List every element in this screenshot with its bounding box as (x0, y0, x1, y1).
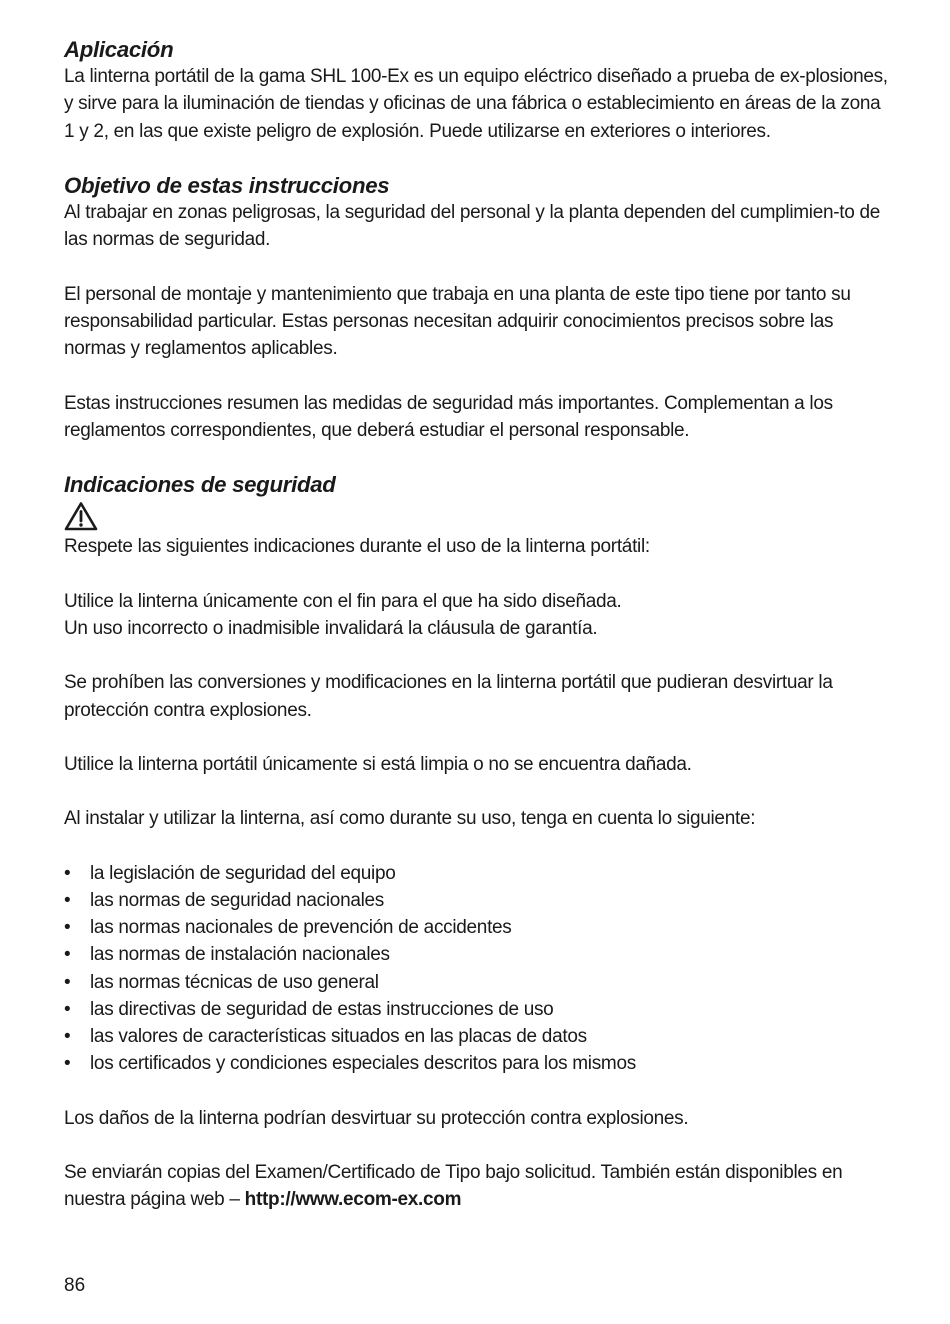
paragraph-seguridad-damage: Los daños de la linterna podrían desvirtuar su protección contra explosiones. (64, 1107, 689, 1129)
section-heading-aplicacion: Aplicación (64, 37, 174, 62)
paragraph-seguridad-use-2: Un uso incorrecto o inadmisible invalidará la cláusula de garantía. (64, 617, 598, 639)
list-item: • las normas nacionales de prevención de accidentes (64, 914, 890, 941)
paragraph-seguridad-intro: Respete las siguientes indicaciones durante el uso de la linterna portátil: (64, 536, 650, 558)
copies-text: Se enviarán copias del Examen/Certificado de Tipo bajo solicitud. También están disponibles en nuestra página web – (64, 1161, 843, 1211)
bullet-list (64, 860, 890, 1078)
warning-triangle-icon (64, 501, 98, 531)
list-item: • las valores de características situados en las placas de datos (64, 1023, 890, 1050)
document-page (64, 36, 890, 1213)
paragraph-seguridad-clean: Utilice la linterna portátil únicamente si está limpia o no se encuentra dañada. (64, 753, 692, 775)
list-item: • las normas de seguridad nacionales (64, 887, 890, 914)
paragraph-aplicacion: La linterna portátil de la gama SHL 100-Ex es un equipo eléctrico diseñado a prueba de ex-plosiones, y sirve para la iluminación de tiendas y oficinas de una fábrica o establecimiento en áreas de la zona 1 y 2, en las que existe peligro de explosión. Puede utilizarse en exteriores o interiores. (64, 66, 888, 142)
list-item: • las directivas de seguridad de estas instrucciones de uso (64, 996, 890, 1023)
list-item: • las normas de instalación nacionales (64, 941, 890, 968)
section-heading-objetivo: Objetivo de estas instrucciones (64, 173, 390, 198)
paragraph-seguridad-conversions: Se prohíben las conversiones y modificaciones en la linterna portátil que pudieran desvirtuar la protección contra explosiones. (64, 672, 833, 721)
paragraph-seguridad-copies (64, 1159, 890, 1213)
list-item: • las normas técnicas de uso general (64, 969, 890, 996)
list-item: • la legislación de seguridad del equipo (64, 860, 890, 887)
paragraph-objetivo-2: El personal de montaje y mantenimiento que trabaja en una planta de este tipo tiene por tanto su responsabilidad particular. Estas personas necesitan adquirir conocimientos precisos sobre las normas y reglamentos aplicables. (64, 283, 851, 360)
paragraph-objetivo-3: Estas instrucciones resumen las medidas de seguridad más importantes. Complementan a los reglamentos correspondientes, que deberá estudiar el personal responsable. (64, 392, 833, 441)
website-link[interactable]: http://www.ecom-ex.com (244, 1189, 462, 1211)
paragraph-seguridad-install: Al instalar y utilizar la linterna, así como durante su uso, tenga en cuenta lo siguiente: (64, 808, 756, 830)
page-number: 86 (64, 1275, 86, 1296)
section-heading-seguridad: Indicaciones de seguridad (64, 472, 336, 498)
list-item: • los certificados y condiciones especiales descritos para los mismos (64, 1050, 890, 1077)
paragraph-objetivo-1: Al trabajar en zonas peligrosas, la seguridad del personal y la planta dependen del cumplimien-to de las normas de seguridad. (64, 202, 881, 251)
paragraph-seguridad-use-1: Utilice la linterna únicamente con el fin para el que ha sido diseñada. (64, 590, 622, 612)
